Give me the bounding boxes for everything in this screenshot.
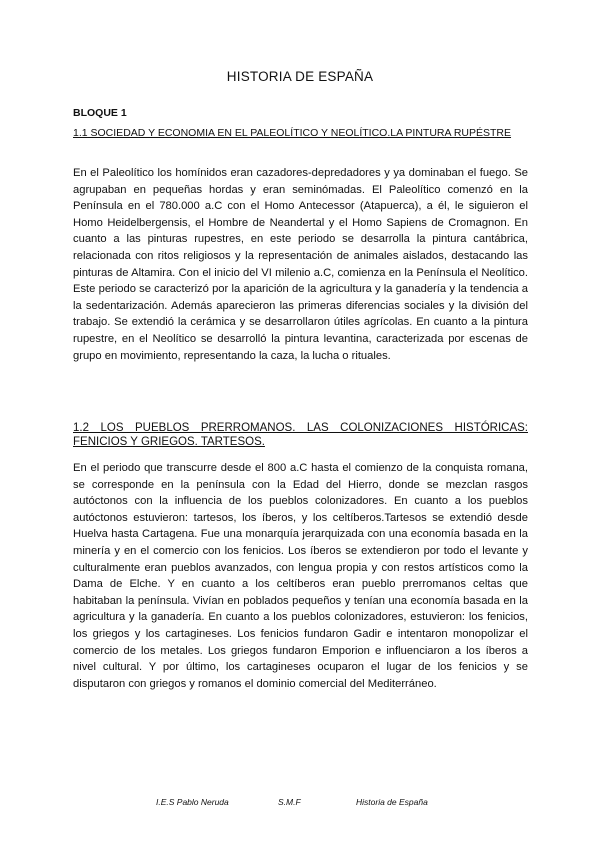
page-footer <box>0 797 600 811</box>
footer-school: I.E.S Pablo Neruda <box>156 797 229 807</box>
page-title: HISTORIA DE ESPAÑA <box>226 69 374 84</box>
footer-subject: Historia de España <box>356 797 428 807</box>
section-heading-1-2: 1.2 LOS PUEBLOS PRERROMANOS. LAS COLONIZACIONES HISTÓRICAS: FENICIOS Y GRIEGOS. TARTESOS. <box>73 422 528 448</box>
footer-initials: S.M.F <box>278 797 301 807</box>
block-label: BLOQUE 1 <box>73 107 127 119</box>
section-paragraph-1-1: En el Paleolítico los homínidos eran cazadores-depredadores y ya dominaban el fuego. Se agrupaban en pequeñas hordas y eran seminómadas. El Paleolítico comenzó en la Península en el 780.000 a.C con el Homo Antecessor (Atapuerca), a él, le siguieron el Homo Heidelbergensis, el Hombre de Neandertal y el Homo Sapiens de Cromagnon. En cuanto a las pinturas rupestres, en este periodo se desarrolla la pintura cantábrica, relacionada con ritos religiosos y la representación de animales aislados, destacando las pinturas de Altamira. Con el inicio del VI milenio a.C, comienza en la Península el Neolítico. Este periodo se caracterizó por la aparición de la agricultura y la ganadería y la tendencia a la sedentarización. Además aparecieron las primeras diferencias sociales y la división del trabajo. Se extendió la cerámica y se desarrollaron útiles agrícolas. En cuanto a la pintura rupestre, en el Neolítico se desarrolló la pintura levantina, caracterizada por escenas de grupo en movimiento, representando la caza, la lucha o rituales. <box>73 167 528 362</box>
section-paragraph-1-2: En el periodo que transcurre desde el 800 a.C hasta el comienzo de la conquista romana, se corresponde en la península con la Edad del Hierro, donde se mezclan rasgos autóctonos con la influencia de los pueblos colonizadores. En cuanto a los pueblos autóctonos estuvieron: tartesos, los íberos, y los celtíberos.Tartesos se extendió desde Huelva hasta Cartagena. Fue una monarquía jerarquizada con una economía basada en la minería y en el comercio con los fenicios. Los íberos se extendieron por todo el levante y culturalmente eran pueblos avanzados, con lengua propia y con restos artísticos como la Dama de Elche. Y en cuanto a los celtíberos eran pueblo prerromanos celtas que habitaban la península. Vivían en poblados pequeños y tenían una economía basada en la agricultura y la ganadería. En cuanto a los pueblos colonizadores, estuvieron: los fenicios, los griegos y los cartagineses. Los fenicios fundaron Gadir e intentaron monopolizar el comercio de los metales. Los griegos fundaron Emporion e influenciaron a los íberos a nivel cultural. Y por último, los cartagineses ocuparon el lugar de los fenicios y se disputaron con griegos y romanos el dominio comercial del Mediterráneo. <box>73 462 528 690</box>
section-heading-1-1: 1.1 SOCIEDAD Y ECONOMIA EN EL PALEOLÍTICO Y NEOLÍTICO.LA PINTURA RUPÉSTRE <box>73 127 512 139</box>
